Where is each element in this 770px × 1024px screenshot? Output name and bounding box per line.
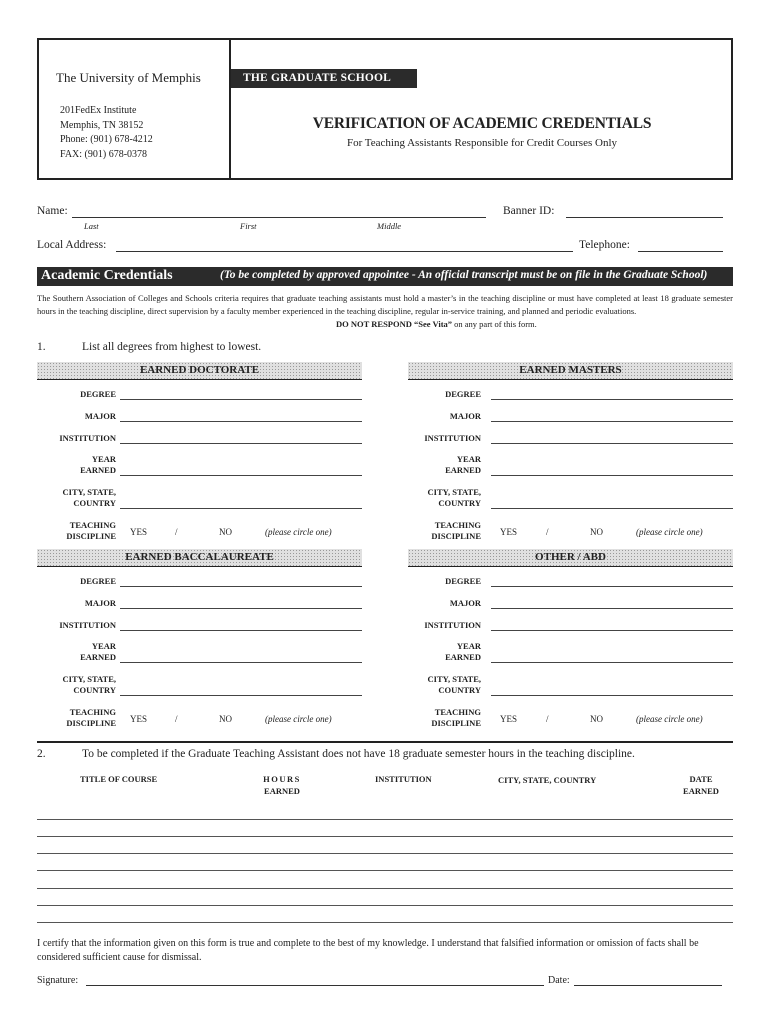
- do-not-respond: DO NOT RESPOND “See Vita” on any part of this form.: [336, 319, 537, 329]
- no-option[interactable]: NO: [219, 714, 232, 724]
- degree-label: DEGREE: [80, 576, 116, 586]
- course-row[interactable]: [37, 905, 733, 906]
- yes-option[interactable]: YES: [130, 714, 148, 724]
- slash-separator: /: [175, 714, 178, 724]
- course-row[interactable]: [37, 819, 733, 820]
- sacs-text: The Southern Association of Colleges and Schools criteria requires that graduate teaching assistants must hold a master’s in the teaching discipline or must have completed at least 18 graduate semester hours in the teaching discipline, direct supervision by a faculty member experienced in the teaching discipline, regular in-service training, and planned and periodic evaluations.: [37, 293, 733, 316]
- course-row[interactable]: [37, 870, 733, 871]
- teaching-discipline-label: TEACHING DISCIPLINE: [66, 520, 116, 541]
- col-city-state-country: CITY, STATE, COUNTRY: [498, 775, 597, 785]
- city-state-country-field[interactable]: [491, 508, 733, 509]
- certification-text: I certify that the information given on this form is true and complete to the best of my knowledge. I understand that falsified information or omission of facts shall be considered sufficient cause for dismissal.: [37, 938, 699, 963]
- telephone-field[interactable]: [638, 251, 723, 252]
- q1-number: 1.: [37, 341, 46, 353]
- institution-label: INSTITUTION: [424, 433, 481, 443]
- section-header: EARNED BACCALAUREATE: [37, 549, 362, 567]
- credentials-bar: [37, 267, 733, 286]
- credentials-heading: Academic Credentials: [41, 268, 173, 283]
- date-field[interactable]: [574, 985, 722, 986]
- institution-field[interactable]: [120, 630, 362, 631]
- major-label: MAJOR: [84, 598, 116, 608]
- name-label: Name:: [37, 205, 68, 217]
- middle-hint: Middle: [377, 221, 402, 231]
- circle-instruction: (please circle one): [265, 527, 332, 537]
- major-label: MAJOR: [449, 411, 481, 421]
- q2-number: 2.: [37, 748, 46, 760]
- year-earned-field[interactable]: [120, 662, 362, 663]
- yes-option[interactable]: YES: [500, 714, 518, 724]
- col-institution: INSTITUTION: [375, 774, 432, 784]
- section-header: OTHER / ABD: [408, 549, 733, 567]
- local-address-field[interactable]: [116, 251, 573, 252]
- institution-field[interactable]: [491, 630, 733, 631]
- course-row[interactable]: [37, 888, 733, 889]
- last-hint: Last: [84, 221, 99, 231]
- institution-label: INSTITUTION: [424, 620, 481, 630]
- first-hint: First: [240, 221, 257, 231]
- city-state-country-label: CITY, STATE, COUNTRY: [427, 487, 481, 508]
- address-line: FAX: (901) 678-0378: [60, 148, 148, 160]
- name-field[interactable]: [72, 217, 486, 218]
- course-row[interactable]: [37, 836, 733, 837]
- year-earned-label: YEAR EARNED: [445, 454, 481, 475]
- institution-field[interactable]: [120, 443, 362, 444]
- col-title-of-course: TITLE OF COURSE: [80, 774, 158, 784]
- slash-separator: /: [546, 714, 549, 724]
- section-header: EARNED MASTERS: [408, 362, 733, 380]
- circle-instruction: (please circle one): [636, 714, 703, 724]
- major-label: MAJOR: [449, 598, 481, 608]
- circle-instruction: (please circle one): [265, 714, 332, 724]
- major-field[interactable]: [491, 421, 733, 422]
- year-earned-label: YEAR EARNED: [445, 641, 481, 662]
- institution-field[interactable]: [491, 443, 733, 444]
- teaching-discipline-label: TEACHING DISCIPLINE: [431, 707, 481, 728]
- form-title: VERIFICATION OF ACADEMIC CREDENTIALS: [312, 115, 652, 132]
- city-state-country-label: CITY, STATE, COUNTRY: [427, 674, 481, 695]
- col-date-earned: DATE EARNED: [683, 774, 719, 796]
- address-line: Memphis, TN 38152: [60, 119, 144, 131]
- university-address: [60, 104, 153, 162]
- signature-field[interactable]: [86, 985, 544, 986]
- degree-field[interactable]: [491, 399, 733, 400]
- degree-field[interactable]: [120, 399, 362, 400]
- graduate-school-badge: THE GRADUATE SCHOOL: [231, 69, 417, 88]
- university-name: The University of Memphis: [56, 70, 201, 85]
- city-state-country-field[interactable]: [120, 695, 362, 696]
- banner-id-label: Banner ID:: [503, 205, 555, 217]
- course-row[interactable]: [37, 922, 733, 923]
- credentials-note: (To be completed by approved appointee - An official transcript must be on file in the Graduate School): [220, 269, 708, 281]
- section-divider: [37, 741, 733, 743]
- teaching-discipline-label: TEACHING DISCIPLINE: [66, 707, 116, 728]
- q2-text: To be completed if the Graduate Teaching Assistant does not have 18 graduate semester hours in the teaching discipline.: [82, 748, 635, 760]
- degree-field[interactable]: [120, 586, 362, 587]
- teaching-discipline-label: TEACHING DISCIPLINE: [431, 520, 481, 541]
- local-address-label: Local Address:: [37, 239, 107, 251]
- degree-field[interactable]: [491, 586, 733, 587]
- degree-label: DEGREE: [80, 389, 116, 399]
- major-label: MAJOR: [84, 411, 116, 421]
- section-header: EARNED DOCTORATE: [37, 362, 362, 380]
- date-label: Date:: [548, 975, 570, 986]
- form-subtitle: For Teaching Assistants Responsible for Credit Courses Only: [346, 137, 618, 149]
- city-state-country-field[interactable]: [491, 695, 733, 696]
- col-hours-earned: HOURS EARNED: [263, 774, 301, 796]
- city-state-country-label: CITY, STATE, COUNTRY: [62, 487, 116, 508]
- city-state-country-field[interactable]: [120, 508, 362, 509]
- major-field[interactable]: [120, 608, 362, 609]
- yes-option[interactable]: YES: [500, 527, 518, 537]
- year-earned-label: YEAR EARNED: [80, 454, 116, 475]
- address-line: Phone: (901) 678-4212: [60, 134, 153, 145]
- major-field[interactable]: [120, 421, 362, 422]
- institution-label: INSTITUTION: [59, 433, 116, 443]
- sacs-paragraph: [37, 292, 733, 329]
- degree-label: DEGREE: [445, 389, 481, 399]
- year-earned-field[interactable]: [491, 475, 733, 476]
- slash-separator: /: [546, 527, 549, 537]
- year-earned-label: YEAR EARNED: [80, 641, 116, 662]
- signature-label: Signature:: [37, 975, 79, 986]
- no-option[interactable]: NO: [590, 714, 603, 724]
- yes-option[interactable]: YES: [130, 527, 148, 537]
- major-field[interactable]: [491, 608, 733, 609]
- course-row[interactable]: [37, 853, 733, 854]
- city-state-country-label: CITY, STATE, COUNTRY: [62, 674, 116, 695]
- year-earned-field[interactable]: [120, 475, 362, 476]
- slash-separator: /: [175, 527, 178, 537]
- address-line: 201FedEx Institute: [60, 105, 137, 116]
- no-option[interactable]: NO: [219, 527, 232, 537]
- circle-instruction: (please circle one): [636, 527, 703, 537]
- banner-id-field[interactable]: [566, 217, 723, 218]
- no-option[interactable]: NO: [590, 527, 603, 537]
- header-divider: [229, 38, 231, 180]
- q1-text: List all degrees from highest to lowest.: [82, 341, 262, 353]
- institution-label: INSTITUTION: [59, 620, 116, 630]
- telephone-label: Telephone:: [579, 239, 630, 251]
- year-earned-field[interactable]: [491, 662, 733, 663]
- degree-label: DEGREE: [445, 576, 481, 586]
